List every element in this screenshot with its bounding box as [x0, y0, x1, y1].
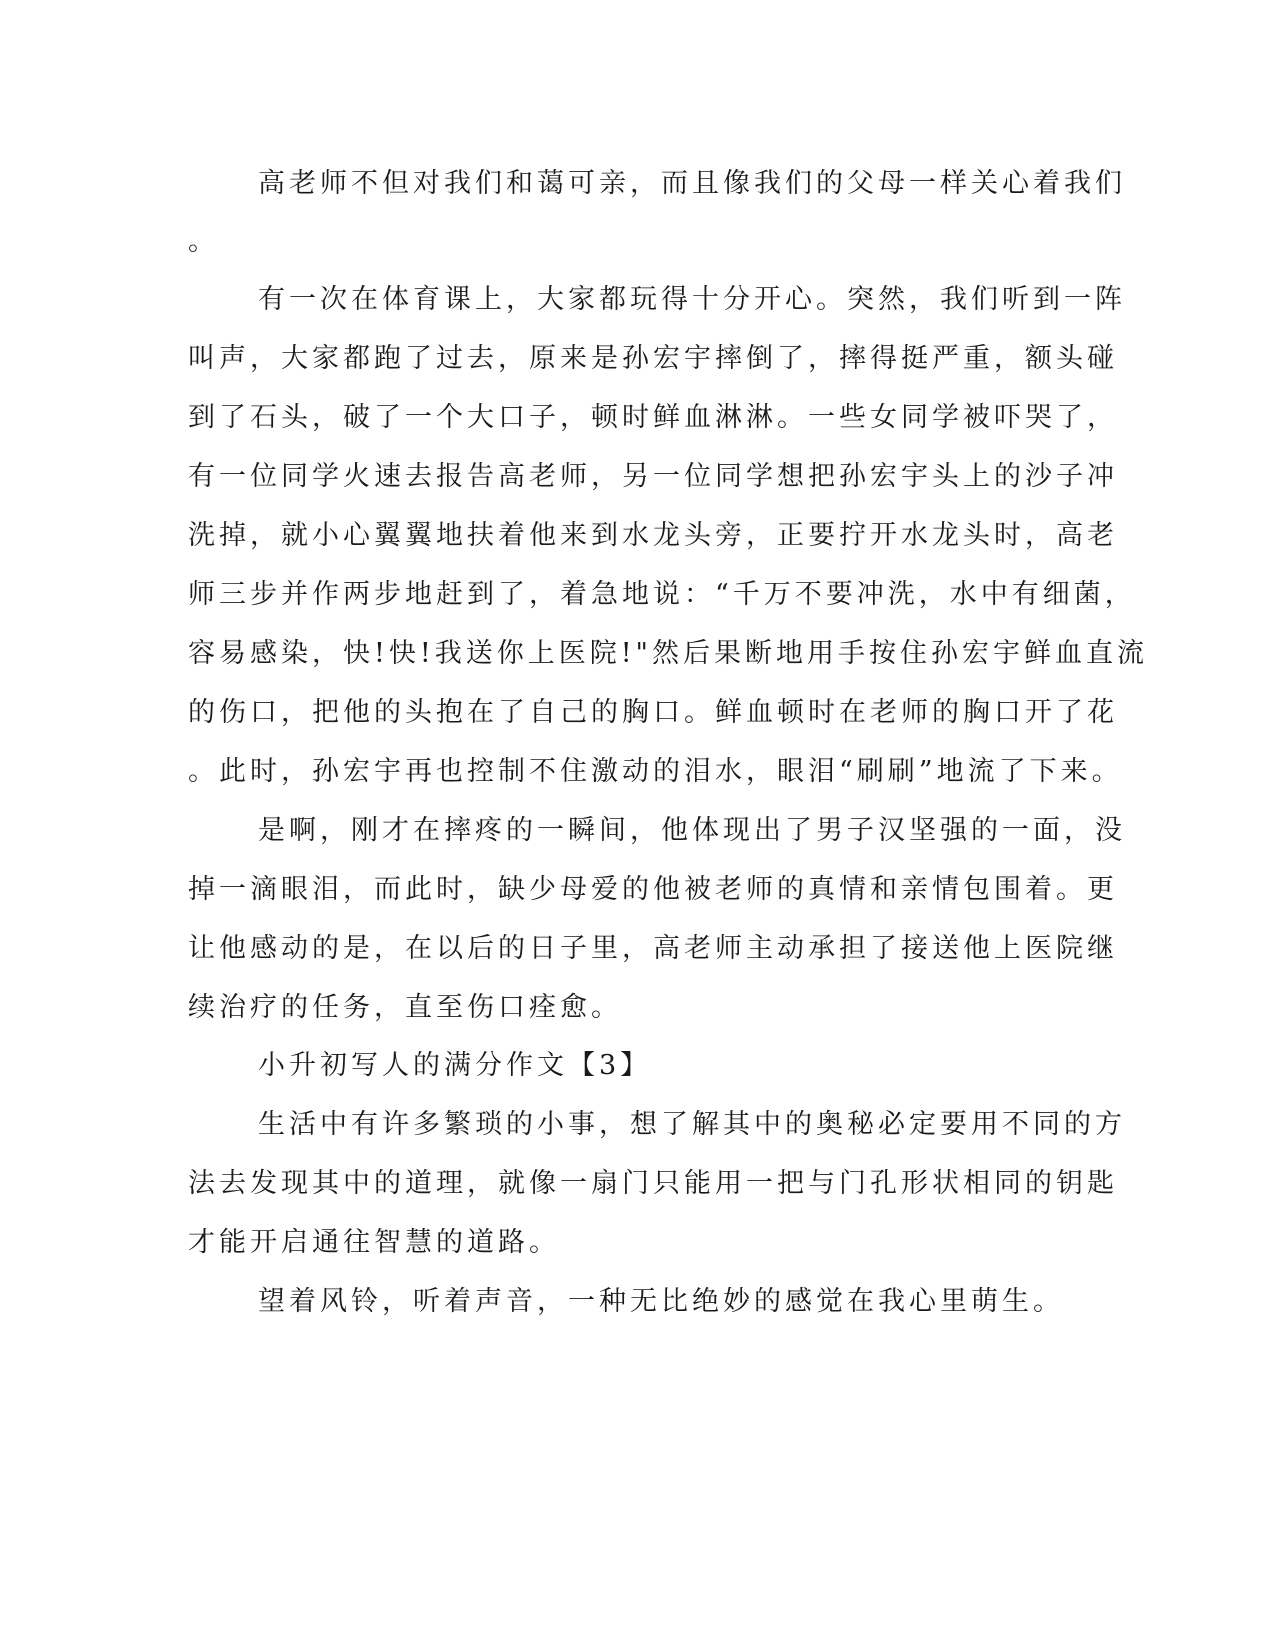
- paragraph-3-line-3: 让他感动的是，在以后的日子里，高老师主动承担了接送他上医院继: [188, 933, 1118, 964]
- paragraph-5-line-1: 望着风铃，听着声音，一种无比绝妙的感觉在我心里萌生。: [258, 1286, 1064, 1317]
- paragraph-2-line-2: 叫声，大家都跑了过去，原来是孙宏宇摔倒了，摔得挺严重，额头碰: [188, 343, 1118, 374]
- paragraph-2-line-4: 有一位同学火速去报告高老师，另一位同学想把孙宏宇头上的沙子冲: [188, 461, 1118, 492]
- paragraph-3-line-4: 续治疗的任务，直至伤口痊愈。: [188, 992, 622, 1023]
- section-heading: 小升初写人的满分作文【3】: [258, 1050, 652, 1081]
- paragraph-2-line-1: 有一次在体育课上，大家都玩得十分开心。突然，我们听到一阵: [258, 284, 1126, 315]
- paragraph-2-line-7: 容易感染，快!快!我送你上医院!"然后果断地用手按住孙宏宇鲜血直流: [188, 638, 1148, 669]
- paragraph-4-line-2: 法去发现其中的道理，就像一扇门只能用一把与门孔形状相同的钥匙: [188, 1168, 1118, 1199]
- paragraph-1-line-2: 。: [188, 226, 219, 257]
- paragraph-2-line-8: 的伤口，把他的头抱在了自己的胸口。鲜血顿时在老师的胸口开了花: [188, 697, 1118, 728]
- paragraph-2-line-5: 洗掉，就小心翼翼地扶着他来到水龙头旁，正要拧开水龙头时，高老: [188, 520, 1118, 551]
- paragraph-1-line-1: 高老师不但对我们和蔼可亲，而且像我们的父母一样关心着我们: [258, 168, 1126, 199]
- paragraph-2-line-3: 到了石头，破了一个大口子，顿时鲜血淋淋。一些女同学被吓哭了，: [188, 402, 1118, 433]
- paragraph-4-line-1: 生活中有许多繁琐的小事，想了解其中的奥秘必定要用不同的方: [258, 1109, 1126, 1140]
- paragraph-2-line-6: 师三步并作两步地赶到了，着急地说：“千万不要冲洗，水中有细菌，: [188, 579, 1136, 610]
- paragraph-4-line-3: 才能开启通往智慧的道路。: [188, 1227, 560, 1258]
- paragraph-2-line-9: 。此时，孙宏宇再也控制不住激动的泪水，眼泪“刷刷”地流了下来。: [188, 756, 1123, 787]
- paragraph-3-line-1: 是啊，刚才在摔疼的一瞬间，他体现出了男子汉坚强的一面，没: [258, 815, 1126, 846]
- paragraph-3-line-2: 掉一滴眼泪，而此时，缺少母爱的他被老师的真情和亲情包围着。更: [188, 874, 1118, 905]
